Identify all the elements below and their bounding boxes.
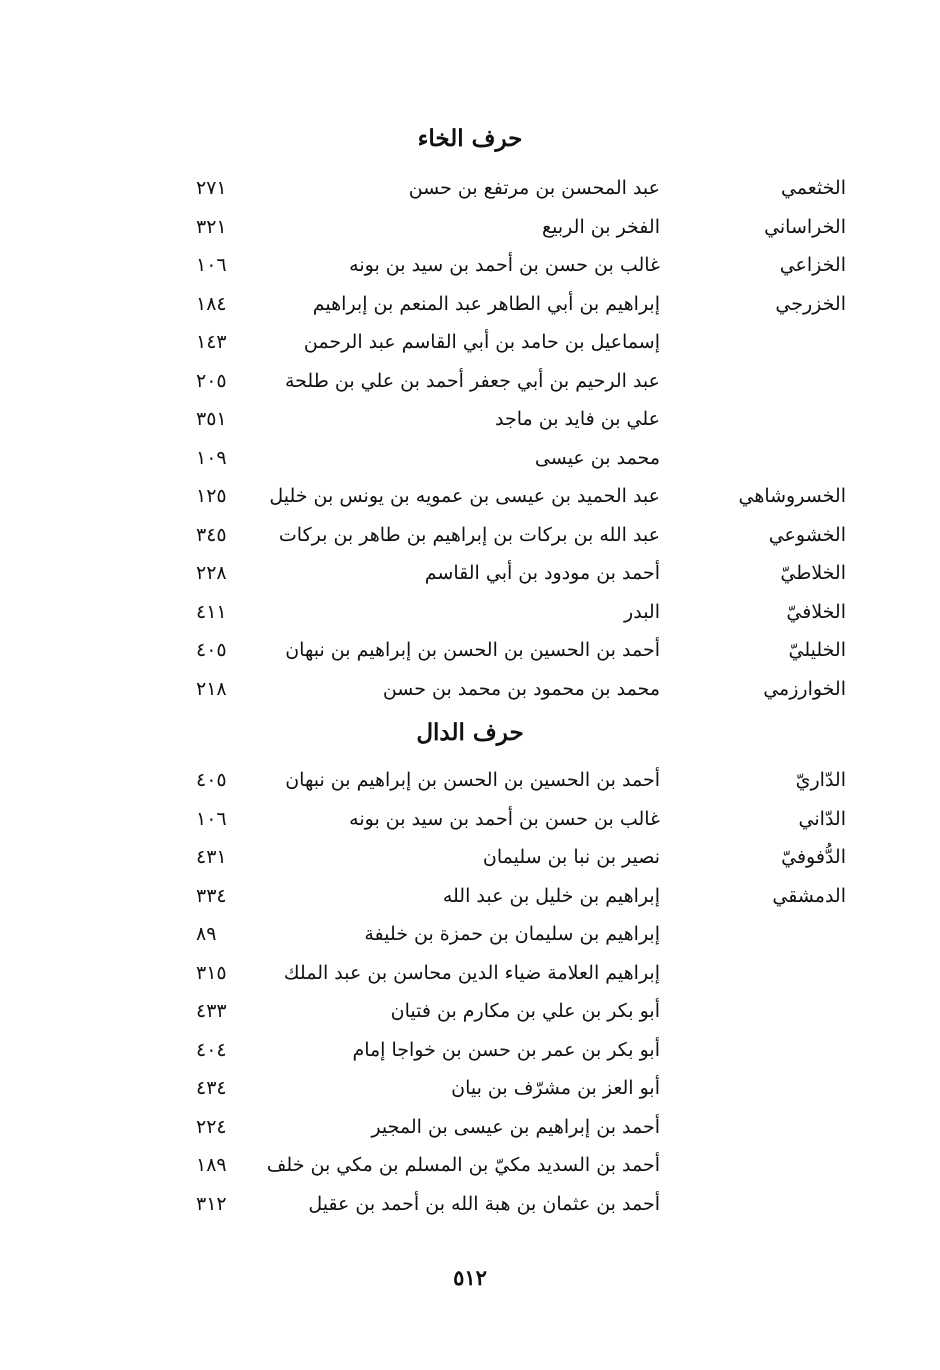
entry-name: الفخر بن الربيع — [542, 215, 660, 238]
index-entry — [0, 440, 940, 479]
entry-nisba: الخوارزمي — [763, 677, 846, 700]
entry-name: إبراهيم بن سليمان بن حمزة بن خليفة — [364, 923, 660, 945]
entry-page-ref: ٤٣١ — [196, 846, 227, 868]
index-entry — [0, 517, 940, 556]
entry-nisba: الخزرجي — [775, 292, 846, 315]
entry-page-ref: ٣١٥ — [196, 961, 227, 984]
entry-name: عبد الرحيم بن أبي جعفر أحمد بن علي بن طلحة — [284, 369, 660, 392]
entry-name: أحمد بن السديد مكيّ بن المسلم بن مكي بن خلف — [266, 1154, 660, 1176]
entry-page-ref: ٣٥١ — [196, 408, 227, 430]
index-entry — [0, 1186, 940, 1225]
entry-nisba: الخلافيّ — [786, 600, 846, 623]
entry-page-ref: ١٨٩ — [196, 1154, 227, 1176]
entry-page-ref: ٢٠٥ — [196, 369, 227, 392]
entry-name: عبد الله بن بركات بن إبراهيم بن طاهر بن بركات — [278, 523, 660, 546]
entry-page-ref: ٢١٨ — [196, 677, 227, 700]
section-title-kha: حرف الخاء — [417, 125, 523, 152]
index-entry — [0, 955, 940, 994]
index-section-dal — [0, 762, 940, 1224]
entry-name: إسماعيل بن حامد بن أبي القاسم عبد الرحمن — [303, 331, 660, 353]
entry-nisba: الخسروشاهي — [738, 485, 846, 507]
entry-nisba: الدّاني — [798, 807, 846, 830]
entry-name: عبد الحميد بن عيسى بن عمويه بن يونس بن خليل — [269, 485, 660, 507]
entry-page-ref: ٢٧١ — [196, 177, 227, 199]
entry-nisba: الخشوعي — [768, 523, 846, 546]
entry-page-ref: ٢٢٨ — [196, 562, 227, 584]
entry-name: علي بن فايد بن ماجد — [495, 408, 660, 430]
index-entry — [0, 209, 940, 248]
entry-nisba: الخزاعي — [779, 254, 846, 276]
entry-name: إبراهيم العلامة ضياء الدين محاسن بن عبد الملك — [283, 961, 660, 984]
entry-name: أحمد بن عثمان بن هبة الله بن أحمد بن عقيل — [308, 1192, 660, 1215]
entry-page-ref: ٨٩ — [196, 923, 217, 945]
entry-name: البدر — [624, 600, 660, 623]
index-entry — [0, 401, 940, 440]
index-section-kha — [0, 170, 940, 709]
entry-name: غالب بن حسن بن أحمد بن سيد بن بونه — [349, 807, 660, 830]
entry-nisba: الدّاريّ — [795, 769, 846, 791]
entry-page-ref: ٣٤٥ — [196, 523, 227, 546]
index-entry — [0, 632, 940, 671]
entry-page-ref: ١٢٥ — [196, 485, 227, 507]
entry-page-ref: ٤٠٥ — [196, 769, 227, 791]
index-entry — [0, 1109, 940, 1148]
index-entry — [0, 324, 940, 363]
index-entry — [0, 878, 940, 917]
entry-page-ref: ٢٢٤ — [196, 1115, 227, 1138]
entry-page-ref: ٤٣٣ — [196, 1000, 227, 1022]
index-entry — [0, 916, 940, 955]
entry-page-ref: ٣٢١ — [196, 215, 227, 238]
entry-name: أبو بكر بن عمر بن حسن بن خواجا إمام — [352, 1038, 660, 1061]
entry-page-ref: ٣١٢ — [196, 1192, 227, 1215]
index-entry — [0, 363, 940, 402]
page-number: ٥١٢ — [453, 1265, 487, 1290]
entry-name: أحمد بن الحسين بن الحسن بن إبراهيم بن نبهان — [285, 639, 660, 661]
entry-name: أبو بكر بن علي بن مكارم بن فتيان — [390, 1000, 660, 1022]
entry-page-ref: ١٠٦ — [196, 807, 227, 830]
entry-name: أبو العز بن مشرّف بن بيان — [451, 1077, 660, 1099]
index-entry — [0, 594, 940, 633]
index-entry — [0, 839, 940, 878]
index-entry — [0, 801, 940, 840]
entry-name: محمد بن محمود بن محمد بن حسن — [382, 677, 660, 700]
entry-page-ref: ٣٣٤ — [196, 884, 227, 907]
entry-nisba: الدمشقي — [772, 884, 846, 907]
entry-nisba: الخثعمي — [780, 177, 846, 199]
section-title-dal: حرف الدال — [416, 719, 524, 746]
entry-name: إبراهيم بن أبي الطاهر عبد المنعم بن إبراهيم — [312, 292, 660, 315]
entry-name: أحمد بن مودود بن أبي القاسم — [424, 562, 660, 584]
entry-page-ref: ١٤٣ — [196, 331, 227, 353]
index-entry — [0, 1032, 940, 1071]
index-entry — [0, 555, 940, 594]
entry-page-ref: ١٨٤ — [196, 292, 227, 315]
index-entry — [0, 1147, 940, 1186]
entry-page-ref: ٤٠٤ — [196, 1038, 227, 1061]
entry-nisba: الخليليّ — [788, 639, 846, 661]
index-entry — [0, 1070, 940, 1109]
index-entry — [0, 170, 940, 209]
entry-nisba: الدُّفوفيّ — [781, 846, 846, 868]
entry-name: إبراهيم بن خليل بن عبد الله — [442, 884, 660, 907]
entry-name: محمد بن عيسى — [534, 446, 660, 469]
entry-name: أحمد بن إبراهيم بن عيسى بن المجير — [371, 1115, 660, 1138]
index-entry — [0, 286, 940, 325]
entry-nisba: الخراساني — [764, 215, 846, 238]
index-entry — [0, 993, 940, 1032]
entry-page-ref: ٤١١ — [196, 600, 227, 623]
entry-name: نصير بن نبا بن سليمان — [482, 846, 660, 868]
index-entry — [0, 478, 940, 517]
entry-page-ref: ٤٠٥ — [196, 639, 227, 661]
entry-page-ref: ٤٣٤ — [196, 1077, 227, 1099]
index-entry — [0, 762, 940, 801]
entry-page-ref: ١٠٩ — [196, 446, 227, 469]
entry-page-ref: ١٠٦ — [196, 254, 227, 276]
entry-nisba: الخلاطيّ — [780, 562, 846, 584]
entry-name: غالب بن حسن بن أحمد بن سيد بن بونه — [349, 254, 660, 276]
entry-name: أحمد بن الحسين بن الحسن بن إبراهيم بن نبهان — [285, 769, 660, 791]
entry-name: عبد المحسن بن مرتفع بن حسن — [408, 177, 660, 199]
index-entry — [0, 247, 940, 286]
index-entry — [0, 671, 940, 710]
